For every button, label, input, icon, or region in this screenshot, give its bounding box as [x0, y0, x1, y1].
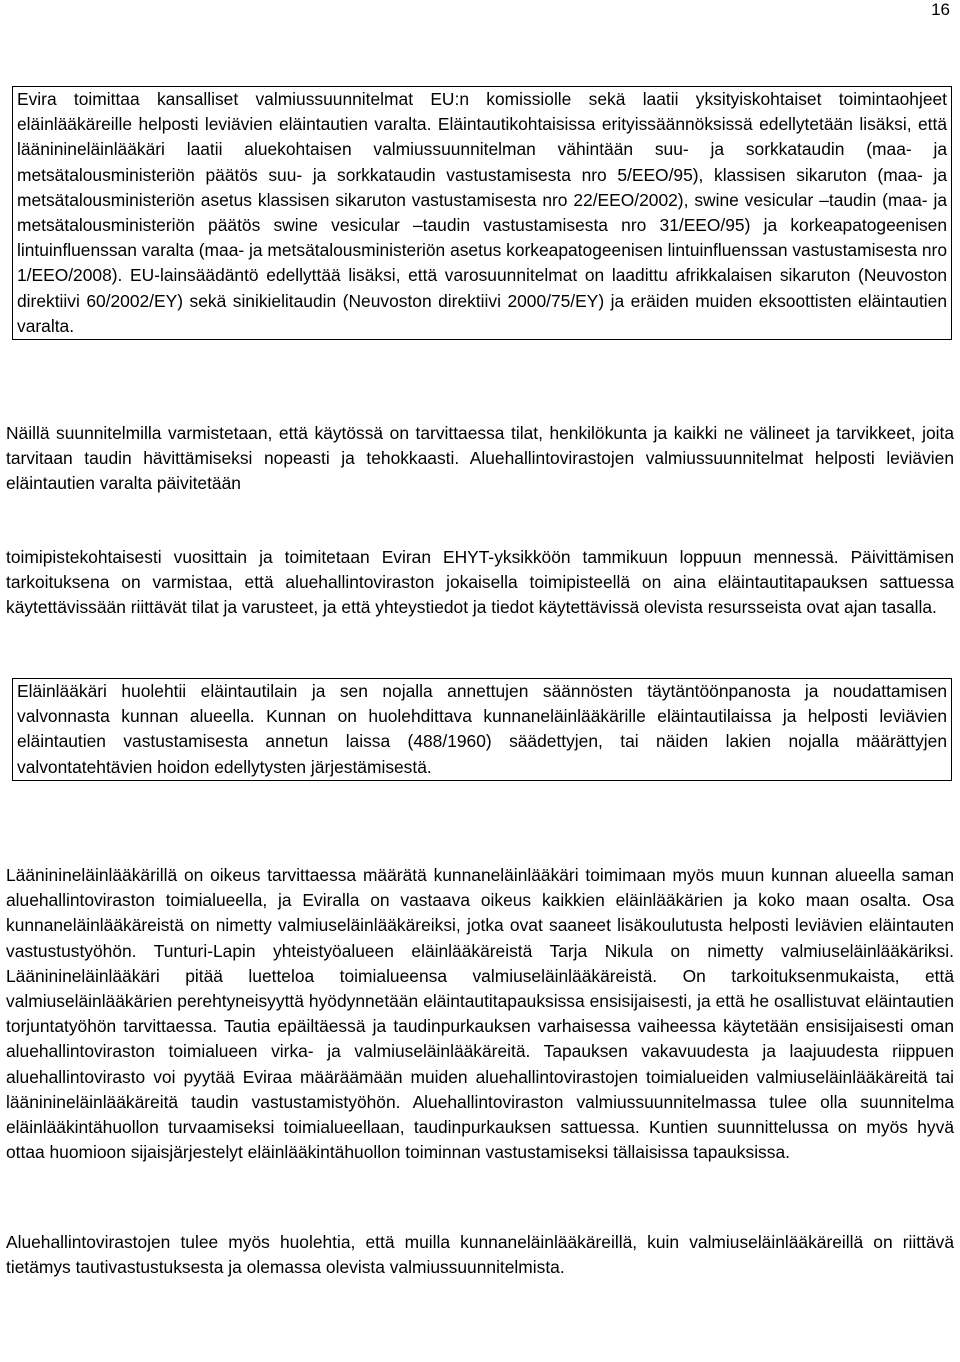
paragraph-annual-update: toimipistekohtaisesti vuosittain ja toimitetaan Eviran EHYT-yksikköön tammikuun loppuun mennessä. Päivittämisen tarkoituksena on varmistaa, että aluehallintoviraston jokaisella toimipisteellä on aina eläintautitapauksen sattuessa käytettävissään riittävät tilat ja varusteet, ja että yhteystiedot ja tiedot käytettävissä olevista resursseista ovat ajan tasalla. [6, 547, 954, 618]
paragraph-agency-responsibility: Aluehallintovirastojen tulee myös huolehtia, että muilla kunnaneläinlääkäreillä, kuin valmiuseläinlääkäreillä on riittävä tietämys tautivastustuksesta ja olemassa olevista valmiussuunnitelmista. [6, 1232, 954, 1278]
paragraph-plans-ensure-resources: Näillä suunnitelmilla varmistetaan, että käytössä on tarvittaessa tilat, henkilökunta ja kaikki ne välineet ja tarvikkeet, joita tarvitaan taudin hävittämiseksi nopeasti ja tehokkaasti. Aluehallintovirastojen valmiussuunnitelmat helposti leviävien eläintautien varalta päivitetään [6, 423, 954, 494]
paragraph-regional-veterinarian-rights: Lääninineläinlääkärillä on oikeus tarvittaessa määrätä kunnaneläinlääkäri toimimaan myös muun kunnan alueella saman aluehallintoviraston toimialueella, ja Eviralla on vastaava oikeus kaikkien eläinlääkärien ja koko maan osalta. Osa kunnaneläinlääkäreistä on nimetty valmiuseläinlääkäreiksi, jotka ovat saaneet lisäkoulutusta helposti leviävien eläintauten vastustustyöhön. Tunturi-Lapin yhteistyöalueen eläinlääkäreistä Tarja Nikula on nimetty valmiuseläinlääkäriksi. Lääninineläinlääkäri pitää luetteloa toimialueensa valmiuseläinlääkäreistä. On tarkoituksenmukaista, että valmiuseläinlääkärien perehtyneisyyttä hyödynnetään eläintautitapauksissa ensisijaisesti, ja että he osallistuvat eläintautien torjuntatyöhön tarvittaessa. Tautia epäiltäessä ja taudinpurkauksen varhaisessa vaiheessa käytetään ensisijaisesti oman aluehallintoviraston toimialueen virka- ja valmiuseläinlääkäreitä. Tapauksen vakavuudesta ja laajuudesta riippuen aluehallintovirasto voi pyytää Eviraa määräämään muiden aluehallintovirastojen toimialueiden valmiuseläinlääkäreitä tai lääninineläinlääkäreitä taudin vastustamistyöhön. Aluehallintoviraston valmiussuunnitelmassa tulee olla suunnitelma eläinlääkintähuollon turvaamiseksi toimialueellaan, taudinpurkauksen sattuessa. Kuntien suunnittelussa on myös hyvä ottaa huomioon sijaisjärjestelyt eläinlääkintähuollon toiminnan vastustamiseksi tällaisissa tapauksissa. [6, 865, 954, 1163]
paragraph-evira-preparedness-plans: Evira toimittaa kansalliset valmiussuunnitelmat EU:n komissiolle sekä laatii yksityiskohtaiset toimintaohjeet eläinlääkäreille helposti leviävien eläintautien varalta. Eläintautikohtaisissa erityissäännöksissä edellytetään lisäksi, että lääninineläinlääkäri laatii aluekohtaisen valmiussuunnitelman vähintään suu- ja sorkkataudin (maa- ja metsätalousministeriön päätös suu- ja sorkkataudin vastustamisesta nro 5/EEO/95), klassisen sikaruton (maa- ja metsätalousministeriön asetus klassisen sikaruton vastustamisesta nro 22/EEO/2002), swine vesicular –taudin (maa- ja metsätalousministeriön päätös swine vesicular –taudin vastustamisesta nro 31/EEO/95) ja korkeapatogeenisen lintuinfluenssan varalta (maa- ja metsätalousministeriön asetus korkeapatogeenisen lintuinfluenssan vastustamisesta nro 1/EEO/2008). EU-lainsäädäntö edellyttää lisäksi, että varosuunnitelmat on laadittu afrikkalaisen sikaruton (Neuvoston direktiivi 60/2002/EY) sekä sinikielitaudin (Neuvoston direktiivi 2000/75/EY) ja eräiden muiden eksoottisten eläintautien varalta. [12, 86, 952, 340]
paragraph-veterinarian-duties: Eläinlääkäri huolehtii eläintautilain ja sen nojalla annettujen säännösten täytäntöönpanosta ja noudattamisen valvonnasta kunnan alueella. Kunnan on huolehdittava kunnaneläinlääkärille eläintautilaissa ja helposti leviävien eläintautien vastustamisesta annetun laissa (488/1960) säädettyjen, tai näiden lakien nojalla määrättyjen valvontatehtävien hoidon edellytysten järjestämisestä. [12, 678, 952, 781]
page-number: 16 [931, 0, 950, 19]
